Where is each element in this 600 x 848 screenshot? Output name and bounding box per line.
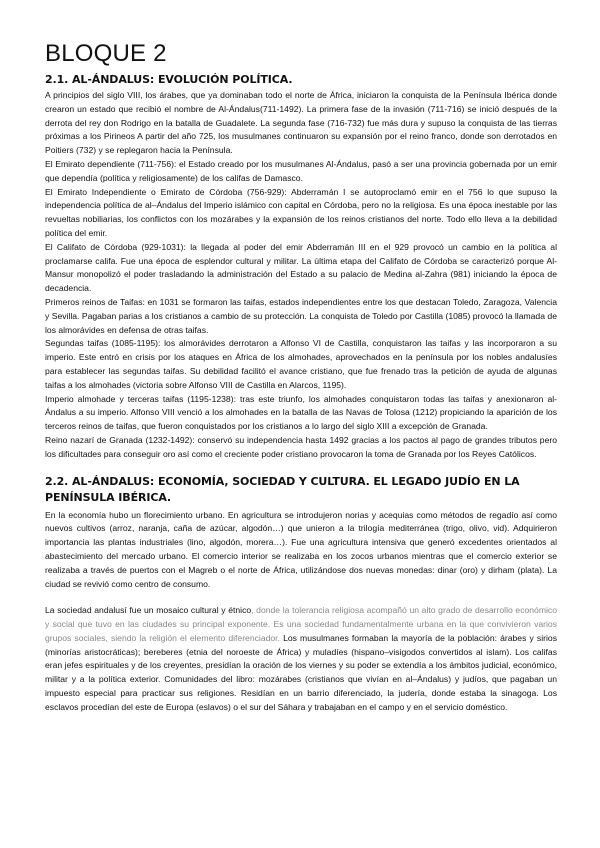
paragraph-second-taifas: Segundas taifas (1085-1195): los almorávides derrotaron a Alfonso VI de Castilla, conquistaron las taifas y las incorporaron a su imperio. Este entró en crisis por los ataques en África de los almohades, aprovechados en la península por los nobles andalusíes para establecer las segundas taifas. Su debilidad facilitó el avance cristiano, que fue frenado tras la petición de ayuda de algunas taifas a los almohades (victoria sobre Alfonso VIII de Castilla en Alarcos, 1195). (45, 338, 557, 390)
paragraph-introduction: A principios del siglo VIII, los árabes, que ya dominaban todo el norte de África, iniciaron la conquista de la Península Ibérica donde crearon un estado que recibió el nombre de Al-Ándalus(711-1492). La primera fase de la invasión (711-716) se inició después de la derrota del rey don Rodrigo en la batalla de Guadalete. La segunda fase (716-732) fue más dura y supuso la conquista de las tierras próximas a los Pirineos A partir del año 725, los musulmanes continuaron su expansión por el reino franco, donde son derrotados en Poitiers (732) y se replegaron hacia la Península. (45, 90, 557, 156)
paragraph-first-taifas: Primeros reinos de Taifas: en 1031 se formaron las taifas, estados independientes entre los que destacan Toledo, Zaragoza, Valencia y Sevilla. Pagaban parias a los cristianos a cambio de su protección. La conquista de Toledo por Castilla (1085) provocó la llamada de los almorávides en defensa de otras taifas. (45, 296, 557, 335)
paragraph-almohad-empire: Imperio almohade y terceras taifas (1195-1238): tras este triunfo, los almohades conquistaron todas las taifas y anexionaron al-Ándalus a su imperio. Alfonso VIII venció a los almohades en la batalla de las Navas de Tolosa (1212) propiciando la aparición de los terceros reinos de taifas, que fueron conquistados por los cristianos a lo largo del siglo XIII a excepción de Granada. (45, 393, 557, 432)
paragraph-dependent-emirate: El Emirato dependiente (711-756): el Estado creado por los musulmanes Al-Ándalus, pasó a ser una provincia gobernada por un emir que dependía (política y religiosamente) de los califas de Damasco. (45, 158, 557, 183)
paragraph-nasrid-granada: Reino nazarí de Granada (1232-1492): conservó su independencia hasta 1492 gracias a los pactos al pago de grandes tributos pero los dificultades para conseguir oro así como el creciente poder cristiano provocaron la toma de Granada por los Reyes Católicos. (45, 434, 557, 459)
society-lead-text: La sociedad andalusí fue un mosaico cultural y étnico (45, 605, 252, 616)
section-heading-economy-society: 2.2. AL-ÁNDALUS: ECONOMÍA, SOCIEDAD Y CULTURA. EL LEGADO JUDÍO EN LA PENÍNSULA IBÉRICA. (45, 474, 520, 504)
paragraph-caliphate: El Califato de Córdoba (929-1031): la llegada al poder del emir Abderramán III en el 929 provocó un cambio en la política al proclamarse califa. Fue una época de esplendor cultural y militar. La última etapa del Califato de Córdoba se caracterizó porque Al-Mansur monopolizó el poder trasladando la administración del Estado a su palacio de Medina al-Zahra (981) iniciando la época de decadencia. (45, 241, 557, 294)
paragraph-society (45, 604, 557, 714)
society-rest-text: Los musulmanes formaban la mayoría de la población: árabes y sirios (minorías aristocráticas); bereberes (etnia del noroeste de África) y muladíes (hispano–visigodos convertidos al islam). Los califas eran jefes espirituales y de los creyentes, presidían la oración de los viernes y su poder se extendía a los ámbitos judicial, económico, militar y a la política exterior. Comunidades del libro: mozárabes (cristianos que vivían en al–Ándalus) y judíos, que pagaban un impuesto especial para practicar sus religiones. Residían en un barrio diferenciado, la judería, donde estaba la sinagoga. Los esclavos procedían del este de Europa (eslavos) o el sur del Sáhara y trabajaban en el campo y en el servicio doméstico. (45, 632, 557, 712)
page-title: BLOQUE 2 (45, 40, 167, 67)
society-highlighted-text: , donde la tolerancia religiosa acompañó un alto grado de desarrollo económico y social que tuvo en las ciudades su principal exponente. Es una sociedad fundamentalmente urbana en la que convivieron varios grupos sociales, siendo la religión el elemento diferenciador. (45, 605, 557, 643)
section-heading-political: 2.1. AL-ÁNDALUS: EVOLUCIÓN POLÍTICA. (45, 73, 293, 86)
document-page (45, 40, 557, 715)
paragraph-independent-emirate: El Emirato Independiente o Emirato de Córdoba (756-929): Abderramán I se autoproclamó emir en el 756 lo que supuso la independencia política de al–Ándalus del Imperio islámico con capital en Córdoba, pero no la religiosa. Es una época inestable por las revueltas nobiliarias, los conflictos con los mozárabes y la expansión de los reinos cristianos del norte. Todo ello lleva a la debilidad política del emir. (45, 186, 557, 238)
paragraph-economy: En la economía hubo un florecimiento urbano. En agricultura se introdujeron norias y acequias como métodos de regadío así como nuevos cultivos (arroz, naranja, caña de azúcar, algodón…) que unieron a la trilogía mediterránea (trigo, olivo, vid). Adquirieron importancia las plantas industriales (lino, algodón, morera…). Fue una agricultura intensiva que generó excedentes orientados al abastecimiento del mercado urbano. El comercio interior se realizaba en los zocos urbanos mientras que el comercio exterior se realizaba a través de puertos con el Magreb o el norte de África, utilizándose dos nuevas monedas: dinar (oro) y dirham (plata). La ciudad se revivió como centro de consumo. (45, 509, 557, 589)
